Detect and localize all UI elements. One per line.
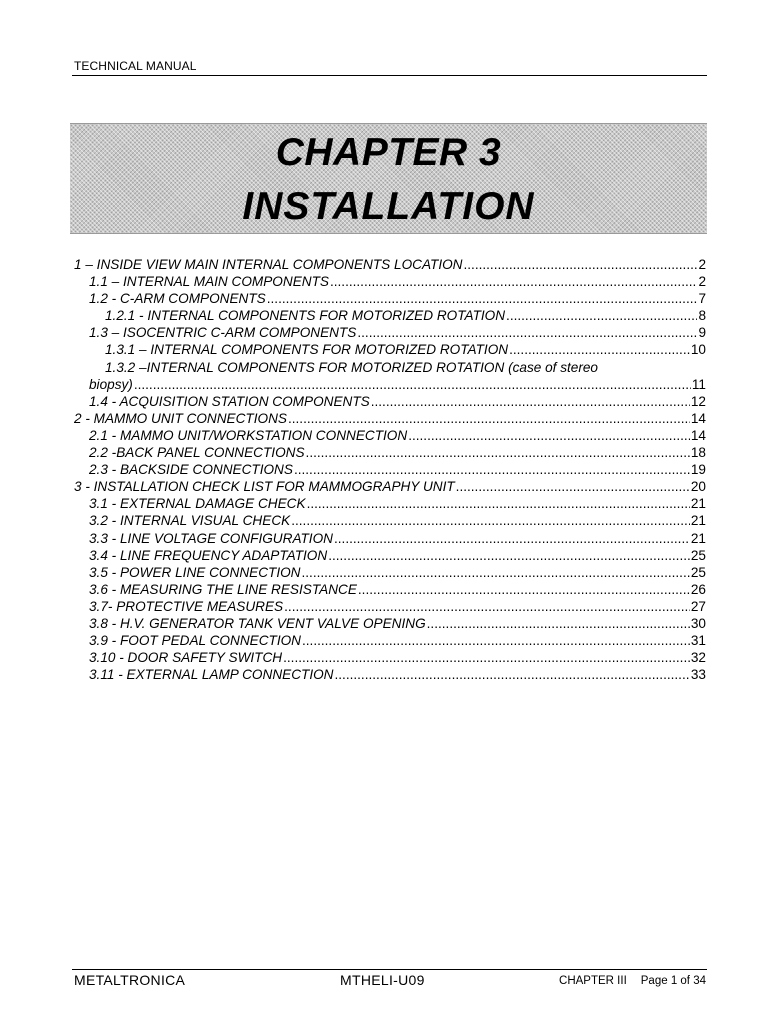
toc-entry-page: 8	[698, 308, 706, 324]
toc-entry-page: 25	[690, 564, 706, 580]
toc-entry[interactable]	[74, 530, 706, 547]
toc-entry[interactable]	[74, 632, 706, 649]
toc-entry[interactable]	[74, 359, 706, 376]
toc-dot-leader	[427, 615, 690, 632]
toc-dot-leader	[464, 256, 698, 273]
toc-entry-title: 2.3 - BACKSIDE CONNECTIONS	[89, 462, 293, 478]
toc-entry-title: 1.3 – ISOCENTRIC C-ARM COMPONENTS	[89, 325, 357, 341]
toc-entry-title: 1.1 – INTERNAL MAIN COMPONENTS	[89, 274, 329, 290]
toc-dot-leader	[302, 564, 690, 581]
toc-entry[interactable]	[74, 547, 706, 564]
toc-entry-page: 9	[698, 325, 706, 341]
toc-dot-leader	[291, 512, 690, 529]
toc-entry[interactable]	[74, 256, 706, 273]
chapter-title: INSTALLATION	[242, 185, 535, 228]
toc-entry-title: biopsy)	[89, 376, 133, 392]
toc-entry[interactable]	[74, 324, 706, 341]
toc-entry-title: 3.4 - LINE FREQUENCY ADAPTATION	[89, 547, 328, 563]
header-divider	[72, 75, 707, 76]
footer-page-info	[559, 975, 706, 987]
toc-entry-title: 1 – INSIDE VIEW MAIN INTERNAL COMPONENTS LOCATION	[74, 257, 463, 272]
toc-entry-title: 3.3 - LINE VOLTAGE CONFIGURATION	[89, 530, 333, 546]
footer-page: Page 1 of 34	[640, 975, 706, 987]
chapter-number: CHAPTER 3	[275, 131, 502, 174]
toc-dot-leader	[509, 341, 690, 358]
chapter-banner	[70, 123, 707, 234]
toc-entry-page: 12	[690, 393, 706, 409]
toc-dot-leader	[408, 427, 690, 444]
toc-entry-title: 1.4 - ACQUISITION STATION COMPONENTS	[89, 393, 370, 409]
toc-entry-page: 20	[690, 479, 706, 495]
toc-entry[interactable]	[74, 290, 706, 307]
toc-dot-leader	[506, 307, 697, 324]
toc-entry-page: 32	[690, 650, 706, 666]
toc-entry-title: 3.2 - INTERNAL VISUAL CHECK	[89, 513, 291, 529]
toc-entry-title: 2.2 -BACK PANEL CONNECTIONS	[89, 445, 305, 461]
toc-dot-leader	[371, 393, 690, 410]
toc-entry-title: 2.1 - MAMMO UNIT/WORKSTATION CONNECTION	[89, 427, 408, 443]
toc-entry[interactable]	[74, 461, 706, 478]
toc-entry-title: 3.6 - MEASURING THE LINE RESISTANCE	[89, 581, 357, 597]
footer-doc-code: MTHELI-U09	[340, 972, 425, 988]
toc-dot-leader	[307, 495, 690, 512]
toc-dot-leader	[294, 461, 690, 478]
footer-company: METALTRONICA	[74, 972, 186, 988]
running-header: TECHNICAL MANUAL	[74, 59, 197, 73]
toc-entry-title: 3.7- PROTECTIVE MEASURES	[89, 598, 284, 614]
toc-entry[interactable]	[74, 410, 706, 427]
toc-entry-title: 2 - MAMMO UNIT CONNECTIONS	[74, 410, 287, 426]
toc-dot-leader	[335, 666, 690, 683]
toc-entry-page: 10	[690, 342, 706, 358]
toc-entry[interactable]	[74, 615, 706, 632]
toc-entry[interactable]	[74, 495, 706, 512]
toc-dot-leader	[334, 530, 690, 547]
footer-chapter: CHAPTER III	[559, 975, 627, 987]
toc-entry[interactable]	[74, 307, 706, 324]
toc-entry-page: 2	[698, 257, 706, 272]
toc-entry-page: 14	[690, 410, 706, 426]
toc-entry[interactable]	[74, 273, 706, 290]
toc-entry-page: 31	[690, 633, 706, 649]
toc-entry-title: 1.3.1 – INTERNAL COMPONENTS FOR MOTORIZED ROTATION	[105, 342, 509, 358]
toc-entry-title: 1.3.2 –INTERNAL COMPONENTS FOR MOTORIZED ROTATION (case of stereo	[105, 359, 598, 375]
toc-entry-page: 2	[698, 274, 706, 290]
toc-entry-page: 27	[690, 598, 706, 614]
toc-dot-leader	[358, 581, 690, 598]
toc-entry[interactable]	[74, 393, 706, 410]
toc-entry-page: 33	[690, 667, 706, 683]
toc-dot-leader	[357, 324, 697, 341]
toc-entry[interactable]	[74, 581, 706, 598]
toc-entry-page: 14	[690, 427, 706, 443]
toc-entry-page: 21	[690, 496, 706, 512]
table-of-contents	[74, 256, 706, 683]
toc-entry-page: 21	[690, 513, 706, 529]
toc-entry-title: 3.11 - EXTERNAL LAMP CONNECTION	[89, 667, 334, 683]
toc-entry-page: 21	[690, 530, 706, 546]
toc-entry[interactable]	[74, 598, 706, 615]
toc-entry-page: 18	[690, 445, 706, 461]
toc-entry-title: 3.1 - EXTERNAL DAMAGE CHECK	[89, 496, 306, 512]
toc-dot-leader	[134, 376, 691, 393]
toc-entry[interactable]	[74, 427, 706, 444]
toc-entry[interactable]	[74, 512, 706, 529]
toc-entry[interactable]	[74, 444, 706, 461]
toc-entry[interactable]	[74, 341, 706, 358]
footer-divider	[72, 969, 707, 970]
toc-dot-leader	[283, 649, 690, 666]
toc-entry-title: 1.2.1 - INTERNAL COMPONENTS FOR MOTORIZED ROTATION	[105, 308, 506, 324]
toc-entry-page: 11	[691, 376, 706, 392]
toc-entry[interactable]	[74, 376, 706, 393]
toc-entry-page: 7	[698, 291, 706, 307]
toc-entry-page: 25	[690, 547, 706, 563]
toc-dot-leader	[267, 290, 698, 307]
toc-dot-leader	[328, 547, 690, 564]
toc-entry-title: 3.9 - FOOT PEDAL CONNECTION	[89, 633, 301, 649]
toc-entry[interactable]	[74, 564, 706, 581]
toc-dot-leader	[302, 632, 690, 649]
toc-entry-title: 3.10 - DOOR SAFETY SWITCH	[89, 650, 283, 666]
toc-dot-leader	[306, 444, 690, 461]
toc-entry-page: 26	[690, 581, 706, 597]
toc-dot-leader	[456, 478, 690, 495]
toc-entry-title: 3.5 - POWER LINE CONNECTION	[89, 564, 301, 580]
toc-entry-title: 3 - INSTALLATION CHECK LIST FOR MAMMOGRAPHY UNIT	[74, 479, 455, 495]
toc-entry-page: 30	[690, 615, 706, 631]
toc-entry[interactable]	[74, 478, 706, 495]
toc-entry-page: 19	[690, 462, 706, 478]
toc-dot-leader	[330, 273, 697, 290]
toc-entry[interactable]	[74, 666, 706, 683]
toc-entry-title: 3.8 - H.V. GENERATOR TANK VENT VALVE OPENING	[89, 615, 426, 631]
toc-entry[interactable]	[74, 649, 706, 666]
toc-dot-leader	[288, 410, 690, 427]
toc-dot-leader	[284, 598, 690, 615]
toc-entry-title: 1.2 - C-ARM COMPONENTS	[89, 291, 266, 307]
